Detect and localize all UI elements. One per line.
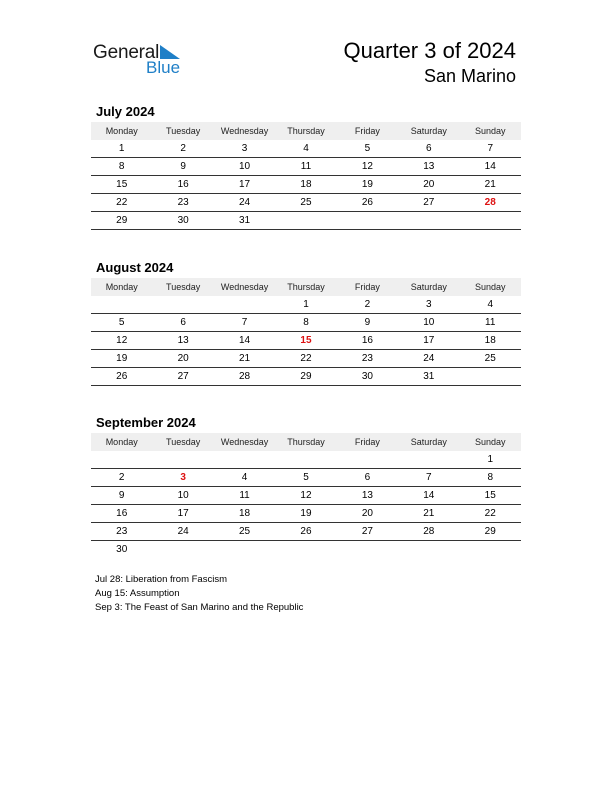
day-cell: 2 xyxy=(180,143,186,154)
day-cell: 3 xyxy=(426,299,432,310)
day-cell: 16 xyxy=(361,335,373,346)
week-row xyxy=(91,194,521,212)
day-cell: 10 xyxy=(238,161,251,172)
holiday-note: Aug 15: Assumption xyxy=(95,588,180,599)
day-cell: 25 xyxy=(238,526,251,537)
day-cell: 1 xyxy=(487,454,494,465)
weekday-label: Monday xyxy=(105,126,138,136)
weekday-label: Friday xyxy=(354,437,380,447)
day-cell: 11 xyxy=(239,490,250,501)
day-cell: 29 xyxy=(300,371,312,382)
day-cell: 23 xyxy=(177,197,189,208)
weekday-label: Saturday xyxy=(410,437,447,447)
day-cell: 14 xyxy=(484,161,496,172)
day-cell: 23 xyxy=(116,526,128,537)
day-cell: 25 xyxy=(300,197,312,208)
day-cell: 6 xyxy=(180,317,186,328)
day-cell: 16 xyxy=(116,508,128,519)
weekday-header xyxy=(91,433,521,451)
day-cell: 7 xyxy=(426,472,432,483)
day-cell: 8 xyxy=(118,161,125,172)
day-cell: 18 xyxy=(484,335,496,346)
week-row xyxy=(91,176,521,194)
weekday-label: Saturday xyxy=(410,282,447,292)
day-cell: 12 xyxy=(116,335,128,346)
day-cell: 30 xyxy=(116,544,128,555)
week-row xyxy=(91,350,521,368)
month-title: September 2024 xyxy=(96,415,196,430)
day-cell: 9 xyxy=(118,490,125,501)
day-cell: 13 xyxy=(423,161,435,172)
week-row xyxy=(91,296,521,314)
day-cell: 10 xyxy=(423,317,435,328)
day-cell: 8 xyxy=(487,472,494,483)
day-cell: 7 xyxy=(487,143,494,154)
day-cell: 8 xyxy=(303,317,309,328)
page-subtitle: San Marino xyxy=(423,66,516,86)
weekday-label: Wednesday xyxy=(220,282,269,292)
day-cell: 4 xyxy=(303,143,309,154)
day-cell: 11 xyxy=(485,317,496,328)
day-cell: 13 xyxy=(177,335,189,346)
day-cell: 25 xyxy=(484,353,496,364)
weekday-label: Thursday xyxy=(287,282,325,292)
week-row xyxy=(91,451,521,469)
day-cell: 21 xyxy=(238,353,251,364)
week-row xyxy=(91,541,521,558)
day-cell: 31 xyxy=(238,215,251,226)
week-row xyxy=(91,140,521,158)
day-cell: 14 xyxy=(238,335,251,346)
weekday-header xyxy=(91,122,521,140)
weekday-label: Thursday xyxy=(287,126,325,136)
day-cell: 5 xyxy=(118,317,125,328)
day-cell: 17 xyxy=(238,179,251,190)
weekday-label: Sunday xyxy=(474,126,506,136)
day-cell: 27 xyxy=(177,371,189,382)
weekday-label: Tuesday xyxy=(166,437,201,447)
day-cell: 17 xyxy=(423,335,435,346)
day-cell: 6 xyxy=(426,143,432,154)
day-cell: 27 xyxy=(361,526,373,537)
day-cell: 14 xyxy=(423,490,435,501)
week-row xyxy=(91,523,521,541)
day-cell: 31 xyxy=(423,371,435,382)
holiday-notes xyxy=(95,573,303,615)
logo-general-text: General xyxy=(93,42,160,63)
weekday-label: Wednesday xyxy=(220,437,269,447)
day-cell: 5 xyxy=(364,143,371,154)
week-row xyxy=(91,212,521,230)
week-row xyxy=(91,505,521,523)
day-cell: 30 xyxy=(177,215,189,226)
weekday-label: Monday xyxy=(105,437,138,447)
day-cell: 15 xyxy=(116,179,128,190)
day-cell: 26 xyxy=(361,197,373,208)
day-cell: 27 xyxy=(423,197,435,208)
day-cell: 22 xyxy=(300,353,312,364)
day-cell: 9 xyxy=(364,317,371,328)
logo-blue-text: Blue xyxy=(146,58,181,77)
day-cell: 20 xyxy=(361,508,373,519)
weekday-label: Thursday xyxy=(287,437,325,447)
day-cell: 21 xyxy=(484,179,496,190)
day-cell: 12 xyxy=(361,161,373,172)
page-title: Quarter 3 of 2024 xyxy=(343,38,516,63)
weekday-label: Monday xyxy=(105,282,138,292)
weekday-label: Saturday xyxy=(410,126,447,136)
week-row xyxy=(91,487,521,505)
day-cell: 22 xyxy=(484,508,496,519)
day-cell: 15 xyxy=(484,490,496,501)
day-cell: 15 xyxy=(300,335,312,346)
day-cell: 26 xyxy=(300,526,312,537)
weekday-label: Tuesday xyxy=(166,282,201,292)
day-cell: 19 xyxy=(361,179,373,190)
day-cell: 7 xyxy=(241,317,248,328)
day-cell: 1 xyxy=(303,299,309,310)
day-cell: 4 xyxy=(241,472,248,483)
week-row xyxy=(91,469,521,487)
day-cell: 10 xyxy=(177,490,189,501)
day-cell: 17 xyxy=(177,508,189,519)
day-cell: 6 xyxy=(364,472,371,483)
day-cell: 23 xyxy=(361,353,373,364)
weekday-label: Sunday xyxy=(474,282,506,292)
day-cell: 2 xyxy=(364,299,371,310)
week-row xyxy=(91,332,521,350)
day-cell: 18 xyxy=(238,508,251,519)
day-cell: 21 xyxy=(423,508,435,519)
holiday-note: Jul 28: Liberation from Fascism xyxy=(95,574,227,585)
day-cell: 28 xyxy=(423,526,435,537)
day-cell: 13 xyxy=(361,490,373,501)
month-july xyxy=(91,102,521,230)
day-cell: 20 xyxy=(177,353,189,364)
day-cell: 11 xyxy=(300,161,312,172)
day-cell: 5 xyxy=(303,472,309,483)
month-title: July 2024 xyxy=(96,104,155,119)
day-cell: 28 xyxy=(484,197,496,208)
weekday-label: Friday xyxy=(354,282,380,292)
weekday-label: Sunday xyxy=(474,437,506,447)
day-cell: 1 xyxy=(118,143,125,154)
day-cell: 26 xyxy=(116,371,128,382)
weekday-label: Tuesday xyxy=(166,126,201,136)
weekday-label: Wednesday xyxy=(220,126,269,136)
day-cell: 3 xyxy=(241,143,248,154)
day-cell: 24 xyxy=(177,526,189,537)
day-cell: 29 xyxy=(116,215,128,226)
day-cell: 28 xyxy=(238,371,251,382)
month-august xyxy=(91,258,521,386)
day-cell: 29 xyxy=(484,526,496,537)
day-cell: 24 xyxy=(423,353,435,364)
week-row xyxy=(91,314,521,332)
day-cell: 20 xyxy=(423,179,435,190)
logo-triangle-icon xyxy=(160,45,180,59)
day-cell: 2 xyxy=(118,472,125,483)
weekday-header xyxy=(91,278,521,296)
day-cell: 9 xyxy=(180,161,186,172)
day-cell: 4 xyxy=(487,299,494,310)
month-september xyxy=(91,413,521,558)
holiday-note: Sep 3: The Feast of San Marino and the Republic xyxy=(95,602,304,613)
generalblue-logo xyxy=(93,42,193,82)
day-cell: 19 xyxy=(116,353,128,364)
month-title: August 2024 xyxy=(96,260,174,275)
week-row xyxy=(91,368,521,386)
day-cell: 12 xyxy=(300,490,312,501)
weekday-label: Friday xyxy=(354,126,380,136)
day-cell: 16 xyxy=(177,179,189,190)
day-cell: 3 xyxy=(180,472,186,483)
day-cell: 24 xyxy=(238,197,251,208)
day-cell: 22 xyxy=(116,197,128,208)
week-row xyxy=(91,158,521,176)
day-cell: 18 xyxy=(300,179,312,190)
day-cell: 30 xyxy=(361,371,373,382)
day-cell: 19 xyxy=(300,508,312,519)
